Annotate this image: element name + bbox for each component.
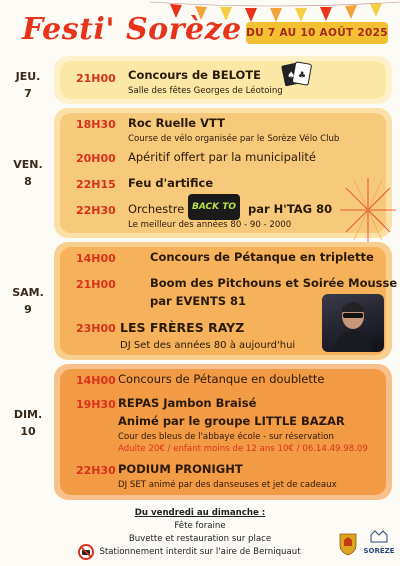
logo-text: SORÈZE — [363, 547, 395, 555]
event-title: Concours de Pétanque en triplette — [150, 250, 374, 264]
event-subtitle: Salle des fêtes Georges de Léotoing — [128, 86, 283, 96]
day-name: JEU. — [15, 70, 41, 83]
event-time: 22H30 — [76, 464, 116, 477]
event-time: 21H00 — [76, 278, 116, 291]
event-subtitle: Le meilleur des années 80 - 90 - 2000 — [128, 220, 292, 230]
day-number: 7 — [24, 87, 32, 100]
event-time: 19H30 — [76, 398, 116, 411]
day-label-thursday — [8, 68, 48, 102]
abbey-logo-icon — [370, 529, 388, 543]
event-title: Orchestre — [128, 202, 185, 216]
dates-badge: DU 7 AU 10 AOÛT 2025 — [246, 22, 388, 44]
day-label-sunday — [8, 406, 48, 440]
event-subtitle: DJ Set des années 80 à aujourd'hui — [120, 340, 296, 351]
card-sunday — [54, 364, 392, 500]
card-saturday — [54, 242, 398, 360]
day-label-friday — [8, 156, 48, 190]
event-subtitle: Cour des bleus de l'abbaye école - sur réservation — [118, 432, 334, 442]
back-to-logo — [188, 194, 240, 220]
footer-line: Stationnement interdit sur l'aire de Berniquaut — [99, 547, 301, 557]
event-title: REPAS Jambon Braisé — [118, 396, 257, 410]
soreze-logo — [362, 528, 396, 558]
event-time: 21H00 — [76, 72, 116, 85]
day-number: 10 — [20, 425, 36, 438]
event-time: 18H30 — [76, 118, 116, 131]
day-number: 9 — [24, 303, 32, 316]
day-name: DIM. — [13, 408, 43, 421]
event-title-line2: Animé par le groupe LITTLE BAZAR — [118, 414, 345, 428]
svg-text:♠: ♠ — [287, 71, 296, 81]
footer-line: Fête foraine — [174, 521, 226, 531]
firework-decoration — [338, 170, 398, 250]
card-thursday — [54, 56, 392, 104]
dj-photo — [322, 294, 384, 352]
event-time: 23H00 — [76, 322, 116, 335]
svg-text:♣: ♣ — [298, 71, 307, 81]
event-subtitle: DJ SET animé par des danseuses et jet de cadeaux — [118, 480, 337, 490]
event-time: 14H00 — [76, 374, 116, 387]
event-title: Roc Ruelle VTT — [128, 116, 225, 130]
page-title: Festi' Sorèze — [22, 12, 242, 47]
no-parking-icon — [78, 544, 94, 560]
event-title: Feu d'artifice — [128, 176, 214, 190]
coat-of-arms-logo — [338, 532, 358, 556]
day-name: VEN. — [13, 158, 43, 171]
day-number: 8 — [24, 175, 32, 188]
event-title: Concours de Pétanque en doublette — [118, 372, 325, 386]
event-title-line2: par EVENTS 81 — [150, 294, 247, 308]
event-title: Concours de BELOTE — [128, 68, 262, 82]
playing-cards-icon — [280, 60, 314, 88]
footer-line: Buvette et restauration sur place — [128, 534, 272, 544]
event-price: Adulte 20€ / enfant moins de 12 ans 10€ / 06.14.49.98.09 — [118, 444, 368, 454]
event-subtitle: Course de vélo organisée par le Sorèze Vélo Club — [128, 134, 340, 144]
event-time: 14H00 — [76, 252, 116, 265]
event-title: par H'TAG 80 — [248, 202, 333, 216]
day-label-saturday — [8, 284, 48, 318]
event-title: Boom des Pitchouns et Soirée Mousse — [150, 276, 398, 290]
event-time: 20H00 — [76, 152, 116, 165]
footer-heading: Du vendredi au dimanche : — [134, 508, 266, 518]
event-time: 22H30 — [76, 204, 116, 217]
day-name: SAM. — [12, 286, 44, 299]
logo-text: BACK TO — [191, 202, 237, 212]
event-time: 22H15 — [76, 178, 116, 191]
event-title: PODIUM PRONIGHT — [118, 462, 243, 476]
event-title: LES FRÈRES RAYZ — [120, 320, 245, 335]
dj-portrait-icon — [322, 294, 384, 352]
event-title: Apéritif offert par la municipalité — [128, 150, 316, 164]
